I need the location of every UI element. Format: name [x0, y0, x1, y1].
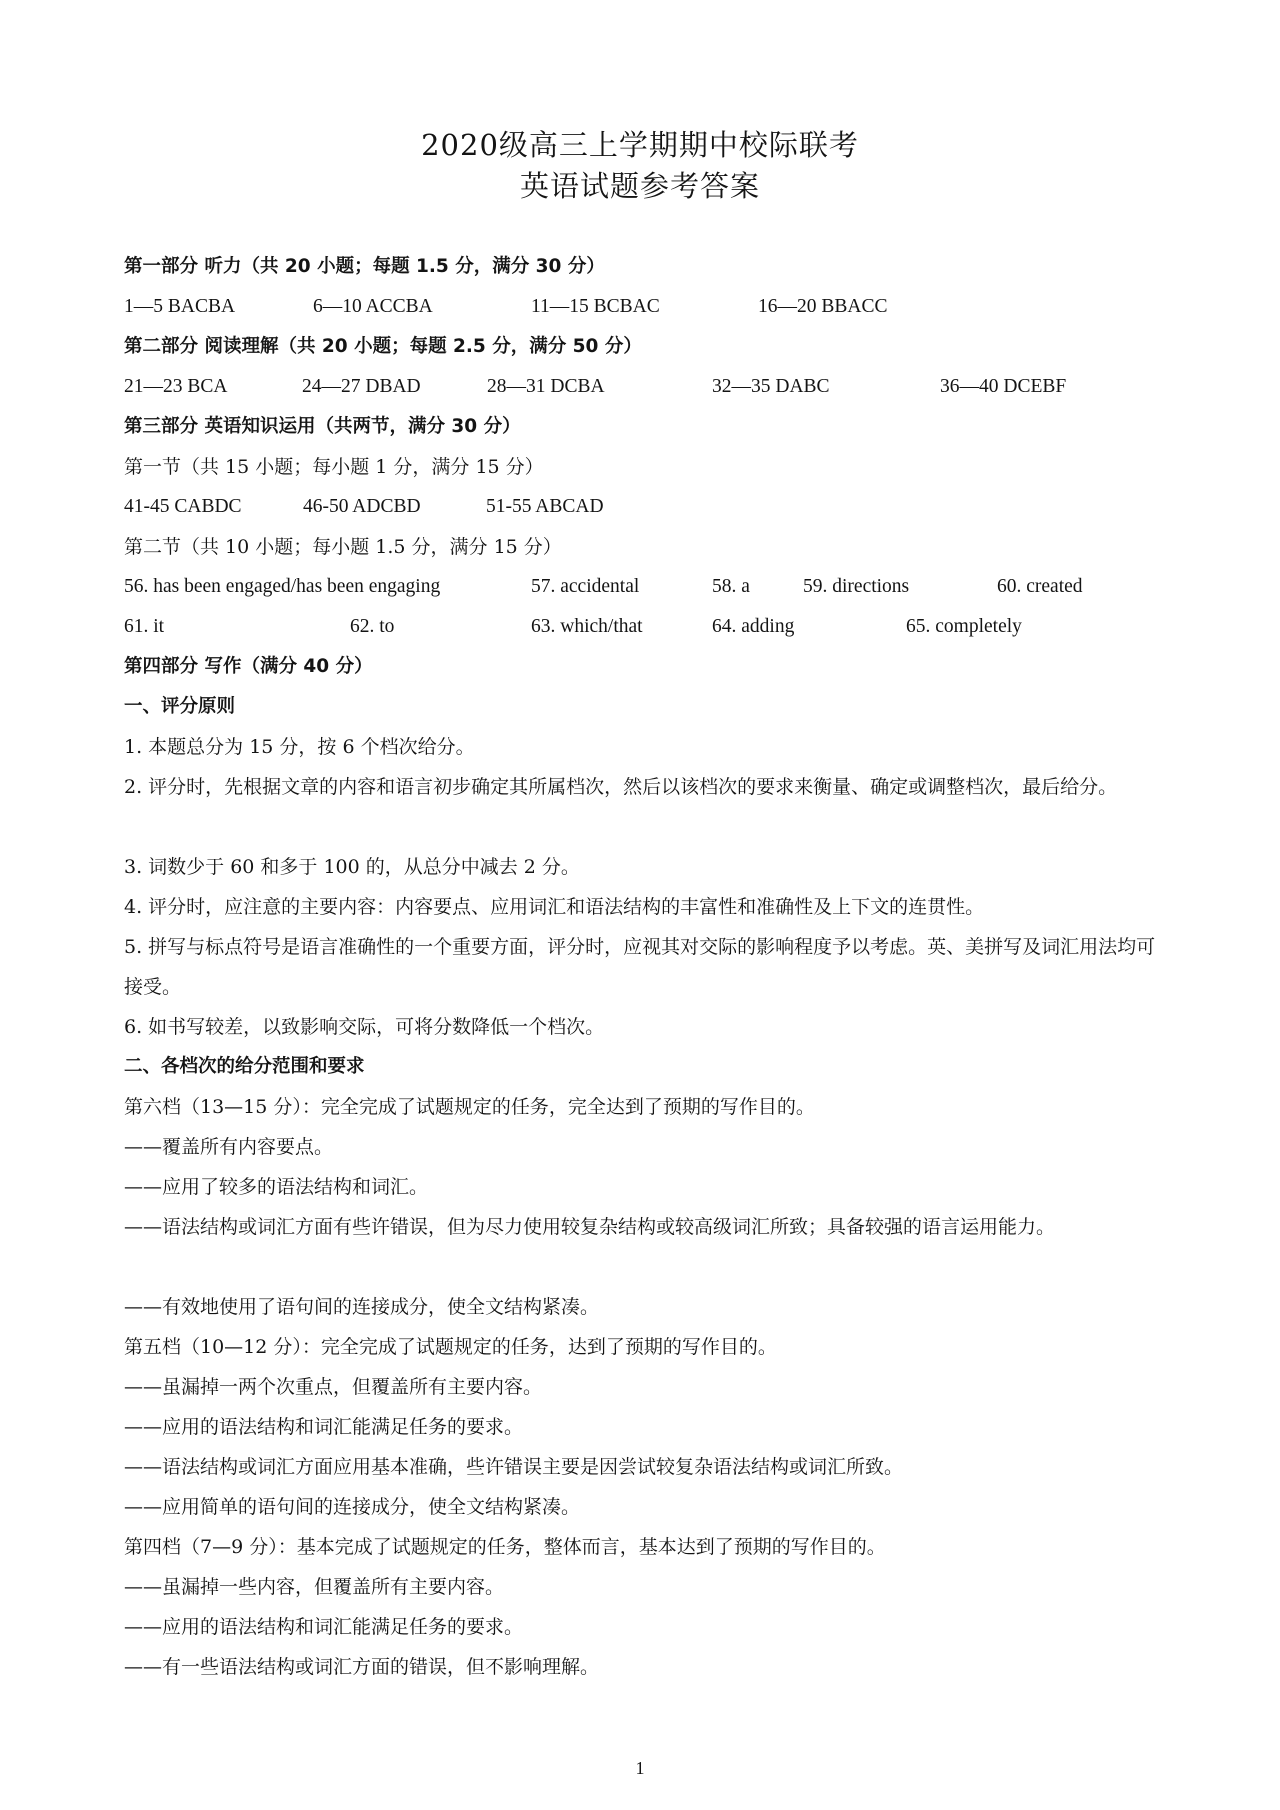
document-subtitle: 英语试题参考答案 [519, 169, 760, 203]
level-item: ——有效地使用了语句间的连接成分，使全文结构紧凑。 [124, 1296, 600, 1318]
answer-group: 24—27 DBAD [302, 376, 421, 397]
answer-group: 36—40 DCEBF [940, 376, 1067, 397]
answer-group: 46-50 ADCBD [303, 496, 421, 517]
answer-group: 11—15 BCBAC [531, 296, 660, 317]
answer-item: 57. accidental [531, 576, 640, 597]
answer-group: 32—35 DABC [712, 376, 830, 397]
principle-item: 5. 拼写与标点符号是语言准确性的一个重要方面，评分时，应视其对交际的影响程度予以考虑。英、美拼写及词汇用法均可接受。 [124, 936, 1156, 998]
principle-item: 1. 本题总分为 15 分，按 6 个档次给分。 [124, 736, 475, 758]
level-item: ——有一些语法结构或词汇方面的错误，但不影响理解。 [124, 1656, 600, 1678]
part2-heading: 第二部分 阅读理解（共 20 小题；每题 2.5 分，满分 50 分） [124, 336, 642, 357]
principles-heading: 一、评分原则 [124, 696, 236, 717]
level-item: 第四档（7—9 分）：基本完成了试题规定的任务，整体而言，基本达到了预期的写作目的。 [124, 1536, 886, 1558]
answer-group: 51-55 ABCAD [486, 496, 604, 517]
answer-group: 1—5 BACBA [124, 296, 236, 317]
level-item: ——语法结构或词汇方面有些许错误，但为尽力使用较复杂结构或较高级词汇所致；具备较强的语言运用能力。 [124, 1216, 1056, 1238]
level-item: ——应用的语法结构和词汇能满足任务的要求。 [124, 1416, 524, 1438]
levels-heading: 二、各档次的给分范围和要求 [124, 1056, 365, 1077]
section1-heading: 第一节（共 15 小题；每小题 1 分，满分 15 分） [124, 456, 544, 478]
level-item: ——虽漏掉一两个次重点，但覆盖所有主要内容。 [124, 1376, 543, 1398]
page-number: 1 [635, 1758, 645, 1778]
answer-group: 28—31 DCBA [487, 376, 605, 397]
level-item: ——应用了较多的语法结构和词汇。 [124, 1176, 429, 1198]
answer-group: 21—23 BCA [124, 376, 228, 397]
level-item: ——应用的语法结构和词汇能满足任务的要求。 [124, 1616, 524, 1638]
part4-heading: 第四部分 写作（满分 40 分） [124, 656, 373, 677]
answer-item: 59. directions [803, 576, 910, 597]
answer-group: 16—20 BBACC [758, 296, 888, 317]
part1-heading: 第一部分 听力（共 20 小题；每题 1.5 分，满分 30 分） [124, 256, 605, 277]
principle-item: 4. 评分时，应注意的主要内容：内容要点、应用词汇和语法结构的丰富性和准确性及上下文的连贯性。 [124, 896, 985, 918]
answer-item: 62. to [350, 616, 395, 637]
section2-heading: 第二节（共 10 小题；每小题 1.5 分，满分 15 分） [124, 536, 562, 558]
level-item: 第六档（13—15 分）：完全完成了试题规定的任务，完全达到了预期的写作目的。 [124, 1096, 815, 1118]
document-title: 2020级高三上学期期中校际联考 [421, 128, 859, 162]
level-item: ——语法结构或词汇方面应用基本准确，些许错误主要是因尝试较复杂语法结构或词汇所致。 [124, 1456, 904, 1478]
answer-group: 6—10 ACCBA [313, 296, 433, 317]
answer-group: 41-45 CABDC [124, 496, 242, 517]
level-item: ——覆盖所有内容要点。 [124, 1136, 334, 1158]
part3-heading: 第三部分 英语知识运用（共两节，满分 30 分） [124, 416, 521, 437]
answer-item: 63. which/that [531, 616, 643, 637]
principle-item: 6. 如书写较差，以致影响交际，可将分数降低一个档次。 [124, 1016, 605, 1038]
level-item: 第五档（10—12 分）：完全完成了试题规定的任务，达到了预期的写作目的。 [124, 1336, 777, 1358]
answer-item: 58. a [712, 576, 750, 597]
level-item: ——应用简单的语句间的连接成分，使全文结构紧凑。 [124, 1496, 581, 1518]
answer-item: 56. has been engaged/has been engaging [124, 576, 441, 597]
level-item: ——虽漏掉一些内容，但覆盖所有主要内容。 [124, 1576, 505, 1598]
answer-item: 60. created [997, 576, 1083, 597]
answer-item: 65. completely [906, 616, 1022, 637]
answer-item: 61. it [124, 616, 165, 637]
answer-item: 64. adding [712, 616, 795, 637]
principle-item: 2. 评分时，先根据文章的内容和语言初步确定其所属档次，然后以该档次的要求来衡量、确定或调整档次，最后给分。 [124, 776, 1118, 798]
principle-item: 3. 词数少于 60 和多于 100 的，从总分中减去 2 分。 [124, 856, 580, 878]
